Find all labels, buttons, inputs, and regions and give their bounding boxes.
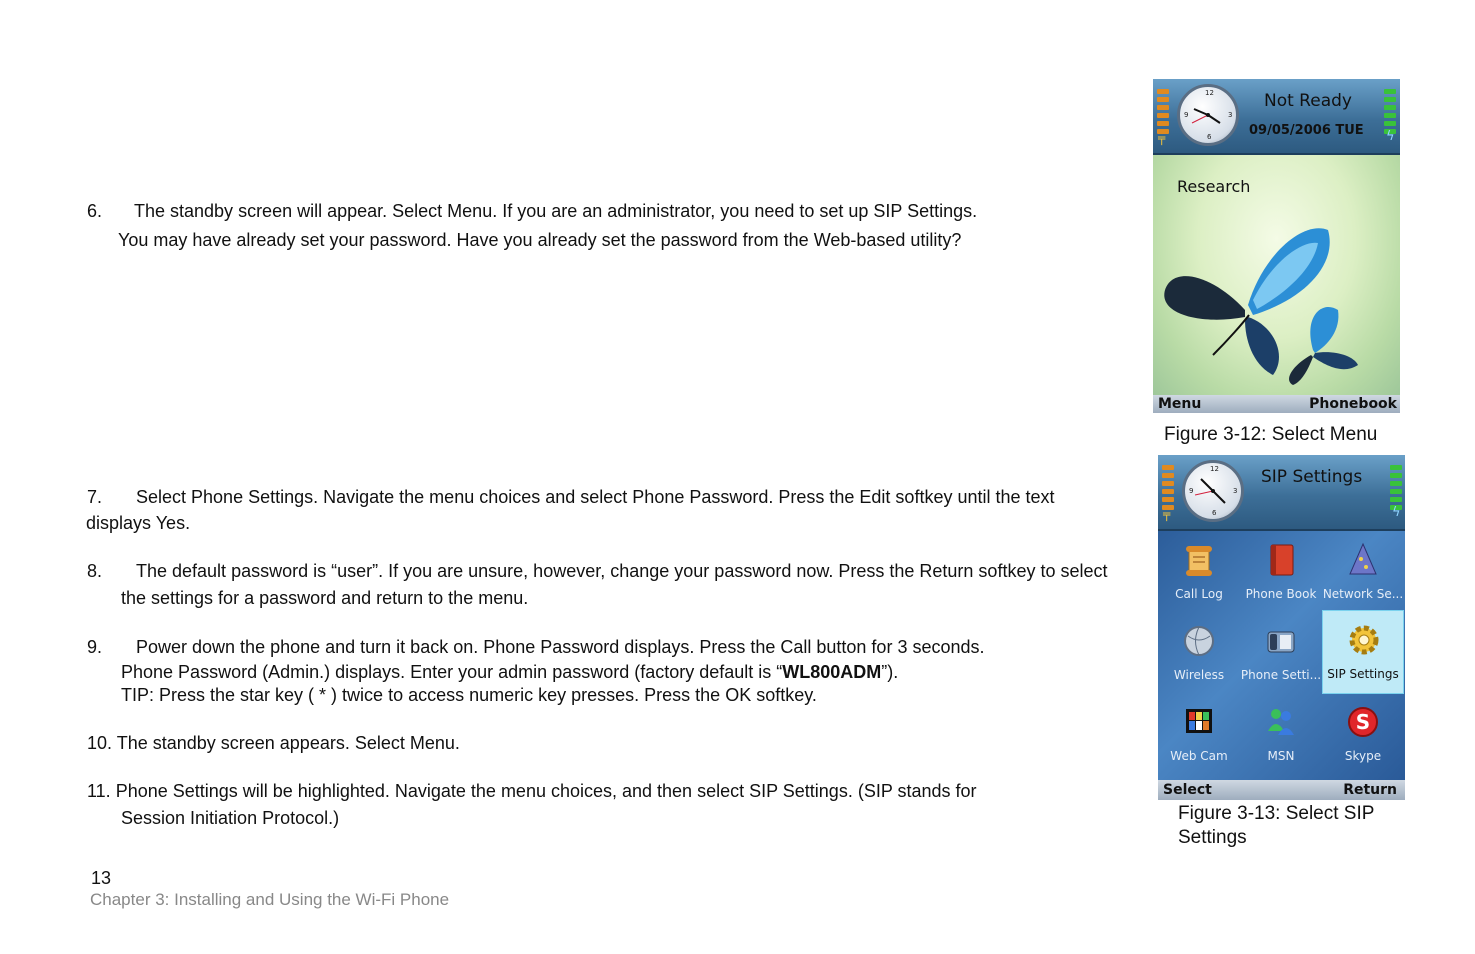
menu-item-label: Phone Book <box>1245 587 1317 601</box>
menu-item-wireless[interactable] <box>1158 612 1240 693</box>
skype-icon <box>1344 703 1382 741</box>
menu-item-label: SIP Settings <box>1327 667 1399 681</box>
menu-item-call-log[interactable] <box>1158 531 1240 612</box>
call-log-icon <box>1180 541 1218 579</box>
menu-item-label: MSN <box>1267 749 1295 763</box>
charging-icon: ϟ <box>1392 505 1401 520</box>
step-text: displays Yes. <box>86 513 191 533</box>
step-number: 8. <box>87 561 103 581</box>
msn-icon <box>1262 703 1300 741</box>
step-text-part: ”). <box>881 662 899 682</box>
battery-level-icon <box>1390 465 1402 510</box>
step-text: Select Phone Settings. Navigate the menu choices and select Phone Password. Press the Edit softkey until the text <box>136 487 1055 507</box>
default-password: WL800ADM <box>782 662 882 682</box>
menu-item-network-settings[interactable] <box>1322 531 1404 612</box>
step-text: 11. Phone Settings will be highlighted. Navigate the menu choices, and then select SIP Settings. (SIP stands for <box>87 781 977 801</box>
figure-caption: Figure 3-12: Select Menu <box>1164 424 1378 445</box>
menu-item-label: Network Se... <box>1322 587 1404 601</box>
figure-3-13-screen <box>1158 455 1405 800</box>
wallpaper-label: Research <box>1177 177 1251 196</box>
battery-level-icon <box>1384 89 1396 134</box>
step-text: Session Initiation Protocol.) <box>121 808 340 828</box>
step-text-part: Phone Password (Admin.) displays. Enter your admin password (factory default is “ <box>121 662 783 682</box>
menu-item-sip-settings[interactable] <box>1322 610 1404 694</box>
antenna-icon: ╤ <box>1163 507 1171 521</box>
tip-text: TIP: Press the star key ( * ) twice to access numeric key presses. Press the OK softkey. <box>121 685 817 705</box>
step-text: 10. The standby screen appears. Select Menu. <box>87 733 460 753</box>
phone-settings-icon <box>1262 622 1300 660</box>
charging-icon: ϟ <box>1386 129 1395 144</box>
step-text <box>121 660 898 684</box>
clock-icon: 12 3 6 9 <box>1177 84 1239 146</box>
menu-item-phone-settings[interactable] <box>1240 612 1322 693</box>
menu-item-web-cam[interactable] <box>1158 693 1240 774</box>
menu-item-phone-book[interactable] <box>1240 531 1322 612</box>
main-menu-grid <box>1158 531 1405 780</box>
wireless-icon <box>1180 622 1218 660</box>
chapter-title: Chapter 3: Installing and Using the Wi-Fi Phone <box>90 890 450 909</box>
step-text: You may have already set your password. Have you already set the password from the Web-based utility? <box>118 230 962 250</box>
svg-text:S: S <box>1355 710 1371 734</box>
menu-item-skype[interactable] <box>1322 693 1404 774</box>
softkey-bar <box>1158 780 1405 800</box>
phone-book-icon <box>1262 541 1300 579</box>
figure-3-12-screen <box>1153 79 1400 413</box>
web-cam-icon <box>1180 703 1218 741</box>
antenna-icon: ╤ <box>1158 131 1166 145</box>
signal-strength-icon <box>1162 465 1174 510</box>
figure-caption: Settings <box>1178 827 1247 848</box>
menu-softkey[interactable]: Menu <box>1158 396 1202 412</box>
step-text: Power down the phone and turn it back on. Phone Password displays. Press the Call button for 3 seconds. <box>136 637 985 657</box>
status-bar <box>1158 455 1405 531</box>
step-text: The standby screen will appear. Select Menu. If you are an administrator, you need to set up SIP Settings. <box>134 201 978 221</box>
menu-item-label: Web Cam <box>1170 749 1228 763</box>
menu-item-label: Wireless <box>1173 668 1225 682</box>
status-date: 09/05/2006 TUE <box>1249 123 1364 138</box>
return-softkey[interactable]: Return <box>1343 782 1397 798</box>
clock-icon: 12 3 6 9 <box>1182 460 1244 522</box>
menu-item-label: Skype <box>1344 749 1382 763</box>
phonebook-softkey[interactable]: Phonebook <box>1309 396 1397 412</box>
status-title: SIP Settings <box>1261 467 1363 487</box>
step-number: 9. <box>87 637 103 657</box>
step-number: 7. <box>87 487 103 507</box>
figure-caption: Figure 3-13: Select SIP <box>1178 803 1375 824</box>
signal-strength-icon <box>1157 89 1169 134</box>
step-text: the settings for a password and return to the menu. <box>121 588 529 608</box>
step-text: The default password is “user”. If you are unsure, however, change your password now. Press the Return softkey to select <box>136 561 1108 581</box>
butterfly-image <box>1153 205 1400 395</box>
softkey-bar <box>1153 395 1400 413</box>
select-softkey[interactable]: Select <box>1163 782 1212 798</box>
status-title: Not Ready <box>1264 91 1352 111</box>
menu-item-msn[interactable] <box>1240 693 1322 774</box>
network-settings-icon <box>1344 541 1382 579</box>
status-bar <box>1153 79 1400 155</box>
menu-item-label: Call Log <box>1175 587 1223 601</box>
menu-item-label: Phone Setti... <box>1240 668 1322 682</box>
step-number: 6. <box>87 201 103 221</box>
page-number: 13 <box>91 868 112 888</box>
sip-settings-icon <box>1345 621 1383 659</box>
wallpaper <box>1153 155 1400 395</box>
